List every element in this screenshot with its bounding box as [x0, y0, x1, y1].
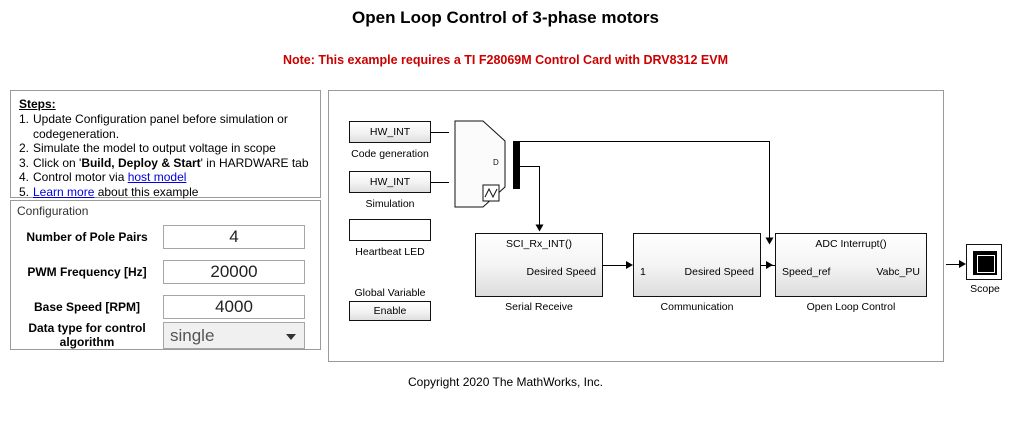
step-text: Update Configuration panel before simulation or codegeneration.: [33, 112, 288, 141]
global-variable-label: Global Variable: [354, 287, 426, 299]
config-label: Data type for control algorithm: [28, 321, 146, 349]
scope-label: Scope: [970, 283, 1000, 295]
simulation-label: Simulation: [365, 198, 415, 210]
communication-out-port: Desired Speed: [684, 266, 754, 278]
arrow-icon: [766, 238, 774, 245]
arrow-icon: [626, 261, 633, 269]
data-type-value: single: [170, 325, 215, 345]
list-item: [19, 156, 312, 171]
config-label: Number of Pole Pairs: [26, 230, 148, 244]
wire-bus-to-serial: [539, 166, 540, 228]
wire-bus-top-down: [769, 141, 770, 241]
pole-pairs-input[interactable]: 4: [163, 225, 305, 249]
chevron-down-icon: [286, 334, 296, 340]
step-text-bold: Build, Deploy & Start: [81, 155, 201, 170]
config-label: PWM Frequency [Hz]: [27, 265, 147, 279]
step-text: [33, 185, 312, 200]
copyright-text: Copyright 2020 The MathWorks, Inc.: [408, 375, 603, 389]
config-row-data-type: [11, 321, 322, 349]
open-loop-control-block[interactable]: [775, 233, 927, 297]
step-number: 3.: [19, 155, 30, 170]
steps-heading: Steps:: [19, 97, 56, 111]
base-speed-input[interactable]: 4000: [163, 295, 305, 319]
open-loop-in-port: Speed_ref: [782, 266, 831, 278]
communication-label: Communication: [660, 301, 734, 313]
heartbeat-led-block[interactable]: [349, 219, 431, 241]
bus-bar: [513, 141, 520, 189]
host-model-link[interactable]: host model: [127, 170, 187, 184]
step-number: 5.: [19, 184, 30, 199]
communication-block[interactable]: [633, 233, 761, 297]
learn-more-link[interactable]: Learn more: [33, 184, 95, 199]
list-item: [19, 170, 312, 185]
step-number: 1.: [19, 112, 30, 126]
serial-receive-top-label: SCI_Rx_INT(): [506, 238, 572, 250]
step-text: [33, 156, 312, 171]
communication-in-port: 1: [640, 266, 646, 278]
config-row-pole-pairs: [11, 223, 322, 251]
hw-int-simulation-block[interactable]: [349, 171, 431, 193]
step-number: 4.: [19, 170, 30, 184]
model-canvas: [328, 90, 944, 362]
hw-int-codegen-label: HW_INT: [369, 126, 411, 138]
list-item: [19, 185, 312, 200]
wire-simulation-to-merge: [431, 182, 449, 183]
list-item: [19, 112, 312, 141]
configuration-legend: Configuration: [17, 204, 89, 218]
scope-block[interactable]: [966, 244, 1002, 280]
config-label: Base Speed [RPM]: [33, 300, 141, 314]
open-loop-out-port: Vabc_PU: [876, 266, 920, 278]
configuration-panel: [10, 200, 321, 350]
data-type-select[interactable]: [163, 322, 305, 349]
code-generation-label: Code generation: [351, 148, 429, 160]
hw-int-simulation-label: HW_INT: [369, 176, 411, 188]
arrow-icon: [959, 260, 966, 268]
config-row-base-speed: [11, 293, 322, 321]
serial-receive-label: Serial Receive: [505, 301, 573, 313]
enable-button[interactable]: [349, 301, 431, 321]
step-text: [33, 170, 312, 185]
svg-text:D: D: [493, 158, 499, 167]
enable-button-label: Enable: [373, 305, 407, 317]
list-item: [19, 141, 312, 156]
merge-block[interactable]: [449, 119, 511, 209]
heartbeat-led-label: Heartbeat LED: [355, 246, 425, 258]
step-text-post: about this example: [94, 184, 199, 199]
step-text: Simulate the model to output voltage in scope: [33, 141, 276, 155]
requirements-note: Note: This example requires a TI F28069M Control Card with DRV8312 EVM: [282, 53, 729, 67]
page-title: Open Loop Control of 3-phase motors: [352, 8, 659, 27]
step-number: 2.: [19, 141, 30, 155]
steps-panel: [10, 90, 321, 198]
arrow-icon: [766, 261, 773, 269]
wire-bus-stub: [517, 166, 540, 167]
step-text-pre: Control motor via: [33, 170, 128, 184]
step-text-post: ' in HARDWARE tab: [200, 155, 309, 170]
wire-codegen-to-merge: [431, 132, 449, 133]
open-loop-top-label: ADC Interrupt(): [815, 238, 887, 250]
pwm-frequency-input[interactable]: 20000: [163, 260, 305, 284]
config-row-pwm-frequency: [11, 258, 322, 286]
wire-bus-top: [517, 141, 769, 142]
serial-receive-block[interactable]: [475, 233, 603, 297]
scope-icon: [973, 251, 997, 275]
steps-list: [19, 112, 312, 199]
merge-icon: [449, 119, 511, 209]
hw-int-codegen-block[interactable]: [349, 121, 431, 143]
serial-receive-out-port: Desired Speed: [526, 266, 596, 278]
open-loop-control-label: Open Loop Control: [806, 301, 896, 313]
arrow-icon: [536, 225, 544, 232]
step-text-pre: Click on ': [33, 155, 82, 170]
